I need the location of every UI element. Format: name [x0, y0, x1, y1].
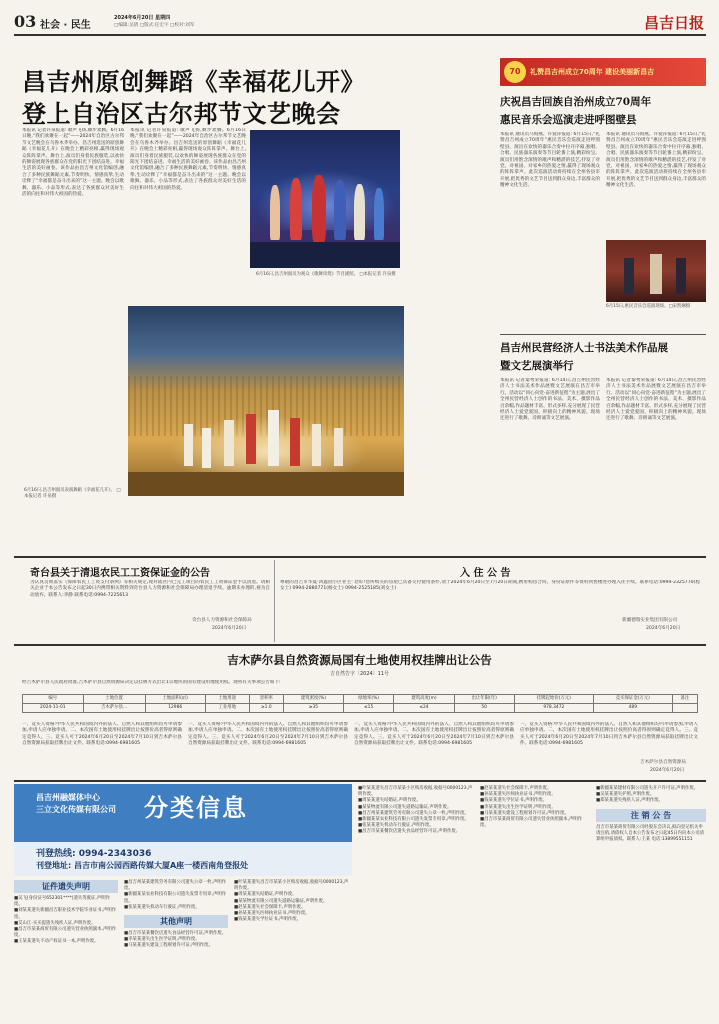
cancellation-notice-header: 注 销 公 告 — [596, 809, 706, 822]
list-item: ■孙某某遗失医师执业证书,声明作废。 — [480, 792, 556, 798]
land-notice-signer: 吉木萨尔县自然资源局 — [640, 760, 686, 765]
land-th-area: 土地面积(㎡) — [145, 695, 205, 704]
calligraphy-body-col1: 本报讯 记者秦秀荣报道: 6月14日,昌吉州民营经济人士书法美术作品展暨文艺展演在昌吉市举行。活动以“同心向党·奋进新征程”为主题,展出了全州民营经济人士创作的书法、美术、摄影作品百余幅,作品题材丰富、形式多样,充分展现了民营经济人士爱党爱国、积极向上的精神风貌。现场还进行了歌舞、诗朗诵等文艺展演。 — [500, 378, 600, 422]
land-notice-body-col3: 一、竞买人资格:中华人民共和国境内外的法人、自然人和其他组织均可申请参加,申请人应单独申请。二、本次国有土地使用权挂牌出让按照价高者得原则确定竞得人。三、竞买人可于2024年6月20日至2024年7月10日到吉木萨尔县自然资源局获取挂牌出让文件。联系电话:0994-6981605 — [354, 722, 514, 747]
classified-phone: 刊登热线: 0994-2343036 — [36, 849, 152, 859]
lead-title-line1: 昌吉州原创舞蹈《幸福花儿开》 — [22, 67, 365, 96]
list-item: ■艾山江·买买提遗失残疾人证,声明作废。 — [14, 920, 96, 926]
newspaper-logo: 昌吉日报 — [643, 14, 704, 32]
land-th-location: 土地位置 — [83, 695, 145, 704]
list-item: ■钱某某遗失学位证书,声明作废。 — [234, 917, 302, 923]
lead-body-col2: 本报讯 记者许泉报道: 歌声飞扬,舞步欢腾。6月16日晚,“我们欢聚在一起”——2024年自治区古尔邦节文艺晚会在乌鲁木齐举办。昌吉州选送的原创舞蹈《幸福花儿开》在晚会上精彩亮相,赢得现场观众阵阵掌声。舞台上,演员们身着民族服装,以欢快的舞姿展现各族群众在党的阳光下团结奋进、幸福生活的美好画卷。该作品由昌吉州文化馆编创,融合了多种民族舞蹈元素,节奏明快、情感真挚,生动诠释了“幸福都是奋斗出来的”这一主题。晚会以歌舞、器乐、小品等形式,表达了各族群众对美好生活的向往和对伟大祖国的热爱。 — [130, 128, 246, 191]
land-td-use: 工业用地 — [205, 704, 249, 713]
list-item: ■孙某某遗失医师执业证书,声明作废。 — [234, 911, 310, 917]
calligraphy-body-col2: 本报讯 记者秦秀荣报道: 6月14日,昌吉州民营经济人士书法美术作品展暨文艺展演在昌吉市举行。活动以“同心向党·奋进新征程”为主题,展出了全州民营经济人士创作的书法、美术、摄影作品百余幅,作品题材丰富、形式多样,充分展现了民营经济人士爱党爱国、积极向上的精神风貌。现场还进行了歌舞、诗朗诵等文艺展演。 — [606, 378, 706, 422]
list-item: ■马某某遗失建设工程规划许可证,声明作废。 — [480, 810, 569, 816]
land-th-remark: 备注 — [672, 695, 697, 704]
land-td-price: 978.3472 — [514, 704, 593, 713]
list-item: ■叶某某遗失昌吉市某某小区购房收据,收据号0000123,声明作废。 — [234, 880, 349, 892]
anniversary-logo-icon: 70 — [504, 61, 526, 83]
calligraphy-title-line1: 昌吉州民营经济人士书法美术作品展 — [500, 342, 668, 354]
land-th-no: 编号 — [23, 695, 84, 704]
concert-title-line1: 庆祝昌吉回族自治州成立70周年 — [500, 96, 652, 108]
wheat-photo-caption: 6月16日,昌吉州演员表演舞蹈《幸福花儿开》。 □本报记者 许泉摄 — [24, 488, 121, 499]
list-item: ■某某物流有限公司遗失道路运输证,声明作废。 — [234, 898, 328, 904]
classified-col5 — [596, 786, 706, 843]
land-td-area: 12986 — [145, 704, 205, 713]
classified-col1 — [14, 880, 118, 946]
classified-address: 刊登地址: 昌吉市南公园西路传媒大厦A座一楼西南角登报处 — [36, 861, 249, 870]
land-table-header — [23, 695, 698, 704]
classified-col1b — [124, 880, 228, 950]
section-name: 社会 · 民生 — [40, 20, 91, 31]
list-item: ■张某某遗失机动车行驶证,声明作废。 — [358, 823, 434, 829]
land-notice-intro: 经吉木萨尔县人民政府批准,吉木萨尔县自然资源局决定以挂牌方式出让1宗地块的国有建设用地使用权。现将有关事项公告如下: — [22, 680, 281, 685]
wage-notice-body: 为认真贯彻落实《保障农民工工资支付条例》等相关规定,现对辖区内已完工项目的农民工工资保证金予以清退。请相关企业于本公告发布之日起30日内携带相关资料到奇台县人力资源和社会保障局办理清退手续。逾期未办理的,视为自动放弃。联系人:李静 联系电话:0994-7225613 — [30, 580, 270, 598]
land-th-price: 挂牌起始价(万元) — [514, 695, 593, 704]
land-td-density: ≥35 — [284, 704, 344, 713]
list-item: ■昌吉市某某商贸有限公司遗失营业执照副本,声明作废。 — [480, 817, 583, 829]
move-in-notice-body: 尊敬的昌吉市华夏·鸿鑫园小区业主: 您好!您所购买的房屋已具备交付使用条件,请于2024年6月20日至7月20日期间,携带购房合同、身份证原件等资料到售楼处办理入住手续。联系电话:0994-2325770(程女士) 0994-2880771(杨女士) 0994-2525185(刘女士) — [280, 580, 700, 592]
concert-body-col2: 本报讯 通讯员马海燕、许爱萍报道: 6月15日,“礼赞昌吉州成立70周年”惠民音乐会巡演走进呼图壁县。演出在欢快的器乐合奏中拉开序幕,独唱、合唱、民族器乐演奏等节目轮番上演,精彩纷呈。演员们用饱含深情的歌声和精湛的技艺,抒发了对党、对祖国、对家乡的热爱之情,赢得了现场观众的阵阵掌声。此次巡演活动将持续在全州各县市开展,把优秀的文艺节目送到群众身边,丰富群众的精神文化生活。 — [606, 132, 706, 189]
calligraphy-title-line2: 暨文艺展演举行 — [500, 360, 574, 372]
land-td-deposit: 489 — [593, 704, 672, 713]
issue-date: 2024年6月20日 星期四 — [114, 15, 171, 21]
land-td-no: 2024-11-01 — [23, 704, 84, 713]
land-notice-body-col2: 一、竞买人资格:中华人民共和国境内外的法人、自然人和其他组织均可申请参加,申请人应单独申请。二、本次国有土地使用权挂牌出让按照价高者得原则确定竞得人。三、竞买人可于2024年6月20日至2024年7月10日到吉木萨尔县自然资源局获取挂牌出让文件。联系电话:0994-6981605 — [188, 722, 348, 747]
move-in-notice-signer: 新疆德瑞实业集团有限公司 — [622, 618, 678, 623]
land-td-height: ≤24 — [394, 704, 454, 713]
wheat-field-photo — [128, 306, 404, 496]
cancellation-notice-body: 昌吉市某某商贸有限公司经股东会决议,拟向登记机关申请注销,请债权人自本公告发布之日起45日内向本公司清算组申报债权。联系人:王某 电话:13899551151 — [596, 824, 704, 843]
list-item: ■昌吉市某某商贸有限公司遗失营业执照副本,声明作废。 — [14, 927, 117, 939]
banner-text: 礼赞昌吉州成立70周年 建设美丽新昌吉 — [530, 68, 655, 76]
land-td-far: ≥1.0 — [249, 704, 283, 713]
wage-notice-title: 奇台县关于清退农民工工资保证金的公告 — [30, 568, 210, 579]
list-item: ■张某某遗失机动车行驶证,声明作废。 — [124, 904, 200, 910]
classified-contact — [14, 842, 352, 876]
concert-photo-caption: 6月15日,惠民音乐会巡演现场。□宋凯娴摄 — [606, 304, 691, 309]
list-item: ■周某某遗失结婚证,声明作废。 — [358, 798, 421, 804]
list-item: ■钱某某遗失学位证书,声明作废。 — [480, 798, 548, 804]
lead-title-line2: 登上自治区古尔邦节文艺晚会 — [22, 99, 341, 128]
classified-big-title: 分类信息 — [144, 793, 248, 822]
land-notice-body-col4: 一、竞买人资格:中华人民共和国境内外的法人、自然人和其他组织均可申请参加,申请人应单独申请。二、本次国有土地使用权挂牌出让按照价高者得原则确定竞得人。三、竞买人可于2024年6月20日至2024年7月10日到吉木萨尔县自然资源局获取挂牌出让文件。联系电话:0994-6981605 — [520, 722, 698, 747]
list-item: ■刘某某遗失新疆昌吉职业技术学院毕业证书,声明作废。 — [14, 908, 117, 920]
list-item: ■吴飞(身份证号652301****)遗失驾驶证,声明作废。 — [14, 896, 110, 908]
classified-col2 — [234, 880, 352, 923]
land-notice-body-col1: 一、竞买人资格:中华人民共和国境内外的法人、自然人和其他组织均可申请参加,申请人应单独申请。二、本次国有土地使用权挂牌出让按照价高者得原则确定竞得人。三、竞买人可于2024年6月20日至2024年7月10日到吉木萨尔县自然资源局获取挂牌出让文件。联系电话:0994-6981605 — [22, 722, 182, 747]
list-item: ■昌吉市某某餐饮店遗失食品经营许可证,声明作废。 — [124, 931, 227, 937]
list-item: ■赵某某遗失社会保障卡,声明作废。 — [480, 786, 552, 791]
land-notice-number: 吉自然告字〔2024〕11号 — [329, 671, 390, 677]
masthead — [14, 10, 706, 32]
land-th-years: 出让年限(年) — [454, 695, 514, 704]
list-item: ■昌吉州某某建筑劳务有限公司遗失公章一枚,声明作废。 — [358, 810, 469, 816]
land-th-use: 土地用途 — [205, 695, 249, 704]
lead-body-col1: 本报讯 记者许泉报道: 歌声飞扬,舞步欢腾。6月16日晚,“我们欢聚在一起”——2024年自治区古尔邦节文艺晚会在乌鲁木齐举办。昌吉州选送的原创舞蹈《幸福花儿开》在晚会上精彩亮相,赢得现场观众阵阵掌声。舞台上,演员们身着民族服装,以欢快的舞姿展现各族群众在党的阳光下团结奋进、幸福生活的美好画卷。该作品由昌吉州文化馆编创,融合了多种民族舞蹈元素,节奏明快、情感真挚,生动诠释了“幸福都是奋斗出来的”这一主题。晚会以歌舞、器乐、小品等形式,表达了各族群众对美好生活的向往和对伟大祖国的热爱。 — [22, 128, 124, 198]
list-item: ■郑某某遗失残疾人证,声明作废。 — [596, 798, 664, 804]
land-td-remark — [672, 704, 697, 713]
list-item: ■新疆某某建材有限公司遗失开户许可证,声明作废。 — [596, 786, 699, 791]
land-th-deposit: 竞买保证金(万元) — [593, 695, 672, 704]
move-in-notice-date: 2024年6月20日 — [646, 626, 681, 631]
classified-col4 — [480, 786, 590, 829]
page-number: 03 — [14, 12, 37, 31]
land-th-far: 容积率 — [249, 695, 283, 704]
land-notice-title: 吉木萨尔县自然资源局国有土地使用权挂牌出让公告 — [227, 653, 492, 667]
list-item: ■王某某遗失不动产权证书一本,声明作废。 — [14, 939, 99, 945]
wage-notice-signer: 奇台县人力资源和社会保障局 — [192, 618, 252, 623]
list-item: ■昌吉市某某餐饮店遗失食品经营许可证,声明作废。 — [358, 829, 461, 835]
list-item: ■李某某遗失出生医学证明,声明作废。 — [480, 804, 556, 810]
classified-col3 — [358, 786, 474, 836]
land-th-height: 建筑高度(m) — [394, 695, 454, 704]
classified-org2: 三立文化传媒有限公司 — [36, 805, 116, 814]
list-item: ■叶某某遗失昌吉市某某小区购房收据,收据号0000123,声明作废。 — [358, 786, 473, 798]
concert-title-line2: 惠民音乐会巡演走进呼图壁县 — [500, 114, 637, 126]
list-item: ■吴某某遗失护照,声明作废。 — [596, 792, 655, 798]
land-notice-date: 2024年6月20日 — [650, 768, 685, 773]
classified-org1: 昌吉州融媒体中心 — [36, 793, 100, 802]
list-item: ■昌吉州某某建筑劳务有限公司遗失公章一枚,声明作废。 — [124, 880, 227, 892]
classified-header — [14, 784, 352, 842]
list-item: ■李某某遗失出生医学证明,声明作废。 — [124, 937, 200, 943]
list-item: ■周某某遗失结婚证,声明作废。 — [234, 892, 297, 898]
other-notice-header: 其他声明 — [124, 915, 228, 928]
stage-photo-caption: 6月16日,昌吉州演员为观众《歌舞串烧》节目剧照。 □本报记者 许泉摄 — [256, 272, 396, 277]
concert-body-col1: 本报讯 通讯员马海燕、许爱萍报道: 6月15日,“礼赞昌吉州成立70周年”惠民音乐会巡演走进呼图壁县。演出在欢快的器乐合奏中拉开序幕,独唱、合唱、民族器乐演奏等节目轮番上演,精彩纷呈。演员们用饱含深情的歌声和精湛的技艺,抒发了对党、对祖国、对家乡的热爱之情,赢得了现场观众的阵阵掌声。此次巡演活动将持续在全州各县市开展,把优秀的文艺节目送到群众身边,丰富群众的精神文化生活。 — [500, 132, 600, 189]
land-td-location: 吉木萨尔县... — [83, 704, 145, 713]
wage-notice-date: 2024年6月20日 — [212, 626, 247, 631]
land-td-green: ≤15 — [343, 704, 394, 713]
lost-notice-header: 证件遗失声明 — [14, 880, 118, 893]
list-item: ■赵某某遗失社会保障卡,声明作废。 — [234, 904, 306, 910]
stage-photo — [250, 130, 400, 268]
list-item: ■新疆某某农业科技有限公司遗失发票专用章,声明作废。 — [358, 817, 469, 823]
editors: □编辑:吴倩 □版式:任宏宇 □校对:刘军 — [114, 23, 195, 28]
anniversary-banner — [500, 58, 706, 86]
list-item: ■新疆某某农业科技有限公司遗失发票专用章,声明作废。 — [124, 892, 227, 904]
move-in-notice-title: 入 住 公 告 — [460, 568, 511, 579]
land-th-density: 建筑密度(%) — [284, 695, 344, 704]
land-th-green: 绿地率(%) — [343, 695, 394, 704]
land-td-years: 50 — [454, 704, 514, 713]
land-table — [22, 694, 698, 713]
table-row — [23, 704, 698, 713]
list-item: ■某某物流有限公司遗失道路运输证,声明作废。 — [358, 804, 452, 810]
list-item: ■马某某遗失建设工程规划许可证,声明作废。 — [124, 943, 213, 949]
concert-photo — [606, 240, 706, 302]
